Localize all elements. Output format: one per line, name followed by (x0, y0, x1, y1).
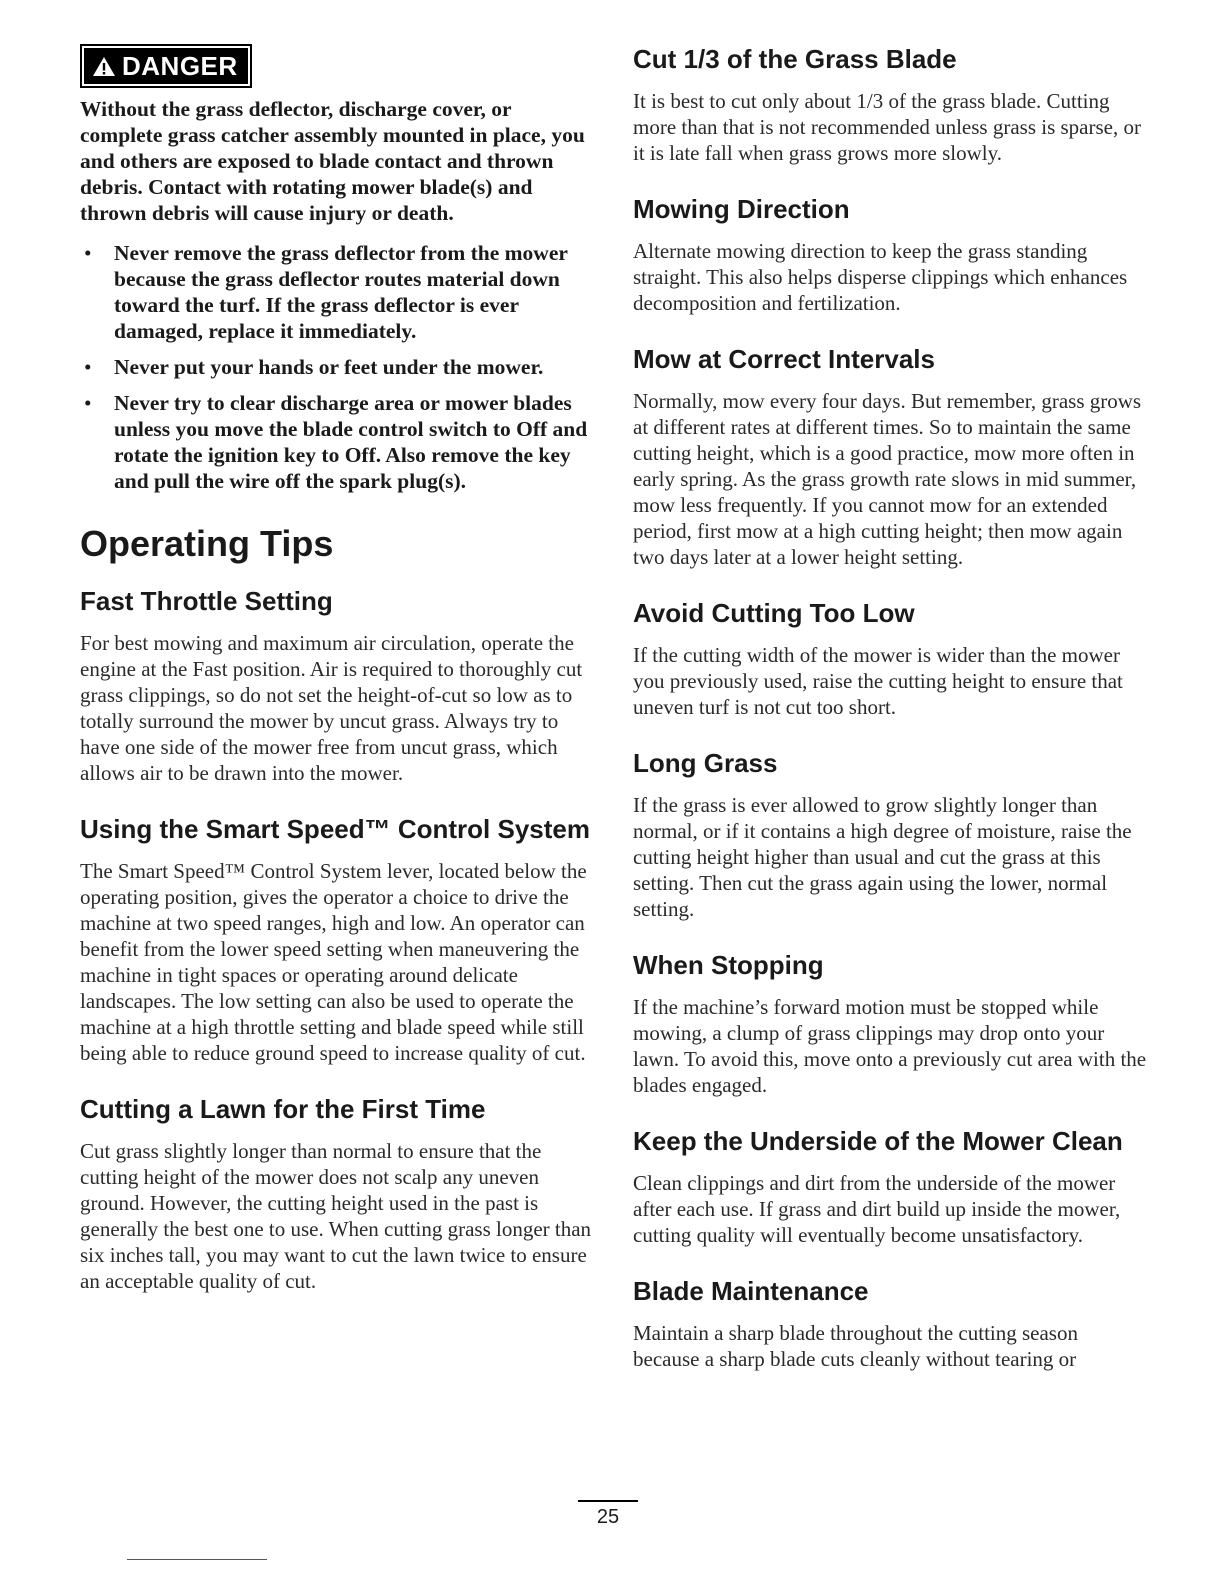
danger-bullet: • Never try to clear discharge area or mower blades unless you move the blade control switch to Off and rotate the ignition key to Off. Also remove the key and pull the wire off the spark plug(s). (84, 391, 588, 493)
section-body: Maintain a sharp blade throughout the cutting season because a sharp blade cuts cleanly without tearing or (633, 1321, 1078, 1371)
bullet-icon: • (84, 241, 92, 265)
section-body: It is best to cut only about 1/3 of the grass blade. Cutting more than that is not recommended unless grass is sparse, or it is late fall when grass grows more slowly. (633, 89, 1141, 165)
footer-divider (127, 1559, 267, 1560)
section-body: If the grass is ever allowed to grow slightly longer than normal, or if it contains a high degree of moisture, raise the cutting height higher than usual and cut the grass at this setting. Then cut the grass again using the lower, normal setting. (633, 793, 1132, 921)
warning-triangle-icon (92, 56, 116, 77)
section-body: For best mowing and maximum air circulation, operate the engine at the Fast position. Air is required to thoroughly cut grass clippings, so do not set the height-of-cut so low as to totally surround the mower by uncut grass. Always try to have one side of the mower free from uncut grass, which allows air to be drawn into the mower. (80, 631, 583, 785)
danger-bullet: • Never put your hands or feet under the mower. (84, 355, 544, 379)
section-heading: Long Grass (633, 748, 778, 778)
section-heading: Using the Smart Speed™ Control System (80, 814, 590, 844)
danger-label-box (80, 44, 252, 88)
bullet-icon: • (84, 355, 92, 379)
section-heading: Fast Throttle Setting (80, 586, 333, 616)
right-column (633, 44, 1148, 1400)
section-body: Normally, mow every four days. But remember, grass grows at different rates at different times. So to maintain the same cutting height, which is a good practice, mow more often in early spring. As the grass growth rate slows in mid summer, mow less frequently. If you cannot mow for an extended period, first mow at a high cutting height; then mow again two days later at a lower height setting. (633, 389, 1142, 569)
section-body: Cut grass slightly longer than normal to ensure that the cutting height of the mower does not scalp any uneven ground. However, the cutting height used in the past is generally the best one to use. When cutting grass longer than six inches tall, you may want to cut the lawn twice to ensure an acceptable quality of cut. (80, 1139, 592, 1293)
page-number: 25 (596, 1506, 620, 1528)
section-body: If the machine’s forward motion must be stopped while mowing, a clump of grass clippings may drop onto your lawn. To avoid this, move onto a previously cut area with the blades engaged. (633, 995, 1147, 1097)
section-body: If the cutting width of the mower is wider than the mower you previously used, raise the cutting height to ensure that uneven turf is not cut too short. (633, 643, 1123, 719)
section-body: The Smart Speed™ Control System lever, located below the operating position, gives the operator a choice to drive the machine at two speed ranges, high and low. An operator can benefit from the lower speed setting when maneuvering the machine in tight spaces or operating around delicate landscapes. The low setting can also be used to operate the machine at a high throttle setting and blade speed while still being able to reduce ground speed to increase quality of cut. (80, 859, 587, 1065)
left-column (80, 44, 592, 1322)
section-heading: Mowing Direction (633, 194, 850, 224)
section-heading: Cut 1/3 of the Grass Blade (633, 44, 957, 74)
section-body: Alternate mowing direction to keep the grass standing straight. This also helps disperse clippings which enhances decomposition and fertilization. (633, 239, 1128, 315)
page-number-rule (578, 1500, 638, 1502)
section-heading: When Stopping (633, 950, 824, 980)
danger-label: DANGER (122, 51, 238, 81)
section-heading: Keep the Underside of the Mower Clean (633, 1126, 1123, 1156)
danger-bullet-list (80, 240, 592, 494)
section-heading: Avoid Cutting Too Low (633, 598, 915, 628)
danger-warning-text: Without the grass deflector, discharge cover, or complete grass catcher assembly mounted in place, you and others are exposed to blade contact and thrown debris. Contact with rotating mower blade(s) and thrown debris will cause injury or death. (80, 97, 585, 225)
section-heading: Blade Maintenance (633, 1276, 869, 1306)
section-body: Clean clippings and dirt from the underside of the mower after each use. If grass and dirt build up inside the mower, cutting quality will eventually become unsatisfactory. (633, 1171, 1121, 1247)
section-heading: Mow at Correct Intervals (633, 344, 935, 374)
danger-bullet: • Never remove the grass deflector from the mower because the grass deflector routes material down toward the turf. If the grass deflector is ever damaged, replace it immediately. (84, 241, 568, 343)
section-heading: Cutting a Lawn for the First Time (80, 1094, 486, 1124)
bullet-icon: • (84, 391, 92, 415)
page-title: Operating Tips (80, 523, 334, 564)
